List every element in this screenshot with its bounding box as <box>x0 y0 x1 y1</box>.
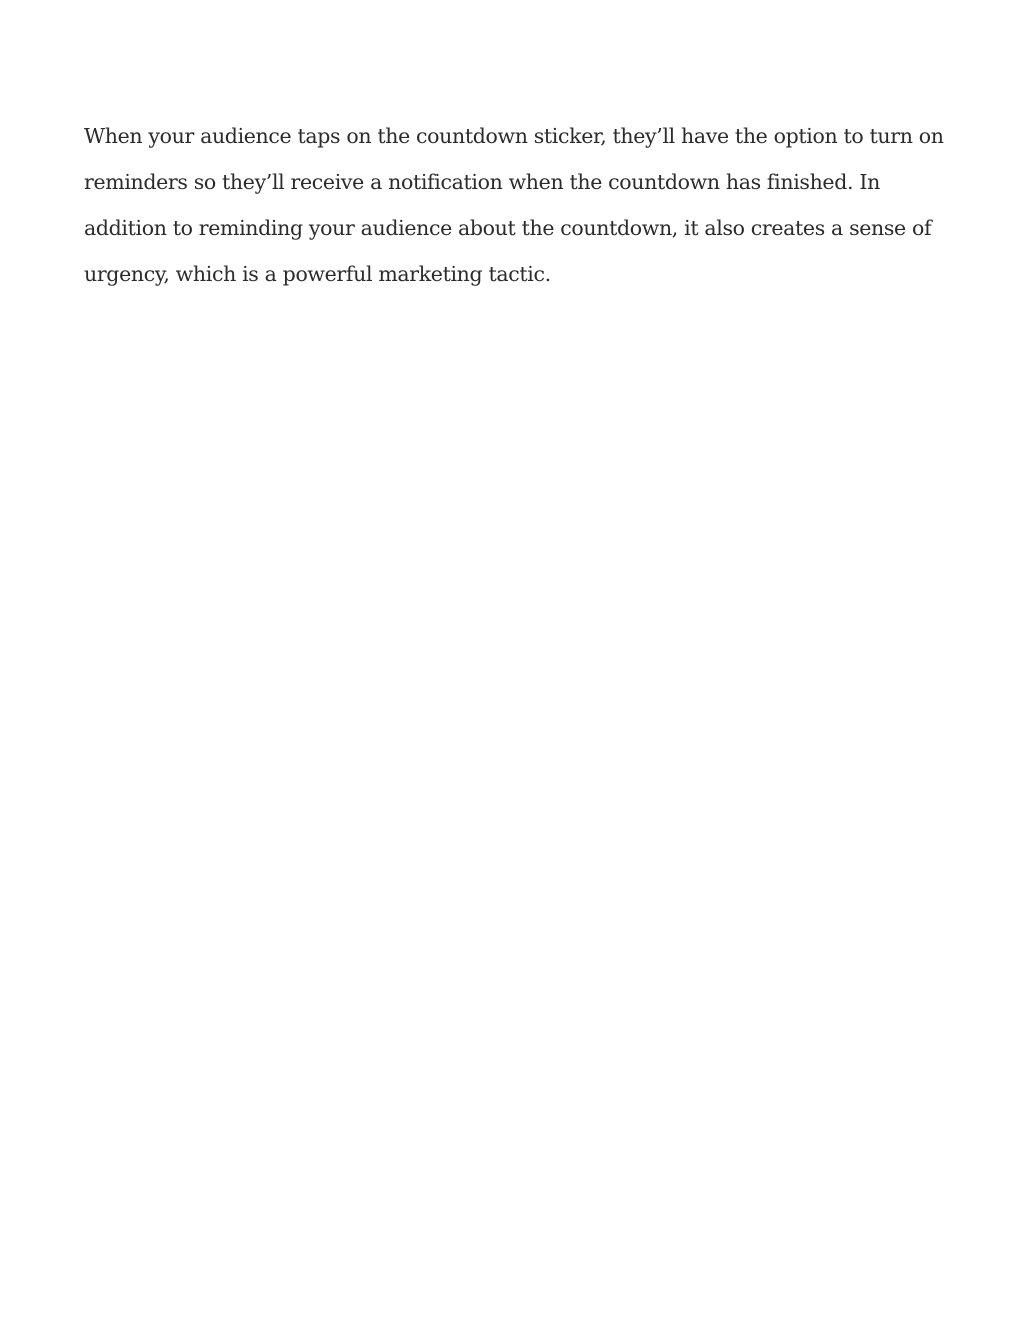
paragraph-line: addition to reminding your audience about the countdown, it also creates a sense of <box>84 216 932 240</box>
paragraph-line: When your audience taps on the countdown sticker, they’ll have the option to turn on <box>84 124 944 148</box>
body-paragraph <box>84 113 944 297</box>
paragraph-line: urgency, which is a powerful marketing tactic. <box>84 262 551 286</box>
paragraph-line: reminders so they’ll receive a notification when the countdown has finished. In <box>84 170 880 194</box>
